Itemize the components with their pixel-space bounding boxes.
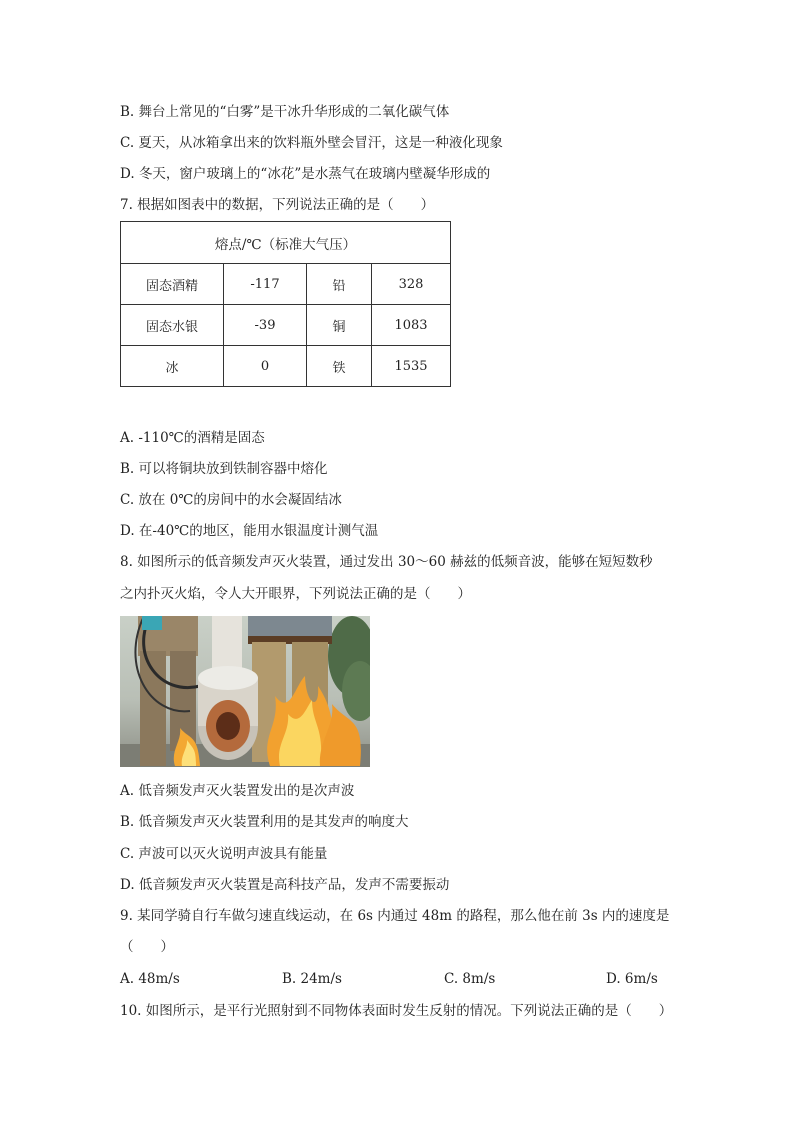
- table-cell: 1535: [372, 346, 451, 387]
- table-row: [121, 305, 451, 346]
- q8-option-d: D. 低音频发声灭火装置是高科技产品，发声不需要振动: [120, 877, 450, 893]
- q9-stem-line2: （ ）: [120, 939, 174, 955]
- q6-option-c: C. 夏天，从冰箱拿出来的饮料瓶外壁会冒汗，这是一种液化现象: [120, 135, 503, 151]
- table-cell: 328: [372, 264, 451, 305]
- q10-stem: 10. 如图所示，是平行光照射到不同物体表面时发生反射的情况。下列说法正确的是（ ）: [120, 1003, 673, 1019]
- table-cell: 1083: [372, 305, 451, 346]
- q8-option-c: C. 声波可以灭火说明声波具有能量: [120, 846, 328, 862]
- q9-option-c: C. 8m/s: [444, 971, 496, 987]
- q8-option-a: A. 低音频发声灭火装置发出的是次声波: [120, 783, 355, 799]
- q7-option-b: B. 可以将铜块放到铁制容器中熔化: [120, 461, 328, 477]
- q7-stem: 7. 根据如图表中的数据，下列说法正确的是（ ）: [120, 197, 435, 213]
- sonic-extinguisher-photo: [120, 616, 370, 767]
- melting-point-table: [120, 221, 451, 387]
- q9-option-b: B. 24m/s: [282, 971, 342, 987]
- table-cell: 0: [224, 346, 307, 387]
- table-cell: 固态水银: [121, 305, 224, 346]
- table-cell: -39: [224, 305, 307, 346]
- table-row: [121, 346, 451, 387]
- q9-option-d: D. 6m/s: [606, 971, 658, 987]
- q9-option-a: A. 48m/s: [120, 971, 180, 987]
- table-cell: -117: [224, 264, 307, 305]
- q9-stem-line1: 9. 某同学骑自行车做匀速直线运动，在 6s 内通过 48m 的路程，那么他在前 3s 内的速度是: [120, 908, 670, 924]
- table-header: 熔点/℃（标准大气压）: [121, 222, 451, 264]
- q7-option-d: D. 在-40℃的地区，能用水银温度计测气温: [120, 523, 379, 539]
- q8-stem-line2: 之内扑灭火焰，令人大开眼界，下列说法正确的是（ ）: [120, 586, 471, 602]
- q6-option-b: B. 舞台上常见的“白雾”是干冰升华形成的二氧化碳气体: [120, 104, 450, 120]
- q8-option-b: B. 低音频发声灭火装置利用的是其发声的响度大: [120, 814, 409, 830]
- table-cell: 铅: [307, 264, 372, 305]
- table-cell: 冰: [121, 346, 224, 387]
- q7-option-a: A. -110℃的酒精是固态: [120, 430, 265, 446]
- table-row: [121, 264, 451, 305]
- table-cell: 固态酒精: [121, 264, 224, 305]
- q6-option-d: D. 冬天，窗户玻璃上的“冰花”是水蒸气在玻璃内壁凝华形成的: [120, 166, 491, 182]
- table-cell: 铜: [307, 305, 372, 346]
- q8-stem-line1: 8. 如图所示的低音频发声灭火装置，通过发出 30～60 赫兹的低频音波，能够在短短数秒: [120, 554, 653, 570]
- q7-option-c: C. 放在 0℃的房间中的水会凝固结冰: [120, 492, 342, 508]
- photo-illustration: [120, 616, 370, 767]
- table-cell: 铁: [307, 346, 372, 387]
